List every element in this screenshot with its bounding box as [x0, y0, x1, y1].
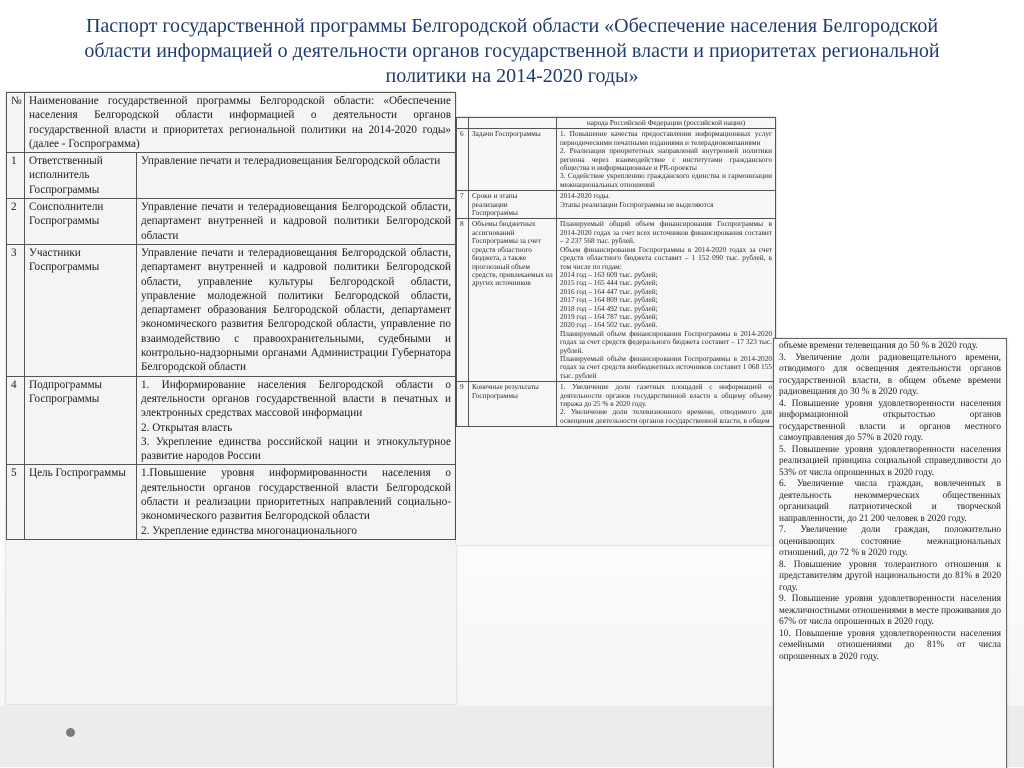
row-value: Управление печати и телерадиовещания Белгородской области, департамент внутренней и кадровой политики Белгородской области — [137, 199, 456, 245]
row-num: 6 — [457, 129, 469, 191]
result-paragraph: 8. Повышение уровня толерантного отношения к представителям другой национальности до 81% в 2020 году. — [779, 559, 1001, 593]
slide-bullet-dot — [66, 728, 75, 737]
row-name: Объемы бюджетных ассигнований Госпрограммы за счет средств областного бюджета, а также прогнозный объем средств, привлекаемых из других источников — [469, 219, 557, 382]
results-text-block — [773, 338, 1007, 768]
row-name: Цель Госпрограммы — [25, 465, 137, 539]
table-row — [7, 153, 456, 199]
row-value: 1.Повышение уровня информированности населения о деятельности органов государственной власти Белгородской области и реализации приоритетных направлений социально-экономического развития Белгородской области 2. Укрепление единства многонационального — [137, 465, 456, 539]
result-paragraph: 4. Повышение уровня удовлетворенности населения информационной открытостью органов государственной власти и органов местного самоуправления до 57% в 2020 году. — [779, 398, 1001, 443]
row-num: 8 — [457, 219, 469, 382]
row-name: Ответственный исполнитель Госпрограммы — [25, 153, 137, 199]
row-num: 9 — [457, 382, 469, 427]
table-row — [457, 191, 776, 219]
row-name: Соисполнители Госпрограммы — [25, 199, 137, 245]
row-num: 1 — [7, 153, 25, 199]
result-paragraph: 9. Повышение уровня удовлетворенности населения межличностными отношениями в месте проживания до 67% от числа опрошенных в 2020 году. — [779, 594, 1001, 627]
row-name: Сроки и этапы реализации Госпрограммы — [469, 191, 557, 219]
scan-page-left — [6, 92, 456, 704]
row-value: Управление печати и телерадиовещания Белгородской области — [137, 153, 456, 199]
table-row — [457, 118, 776, 129]
row-value-continued: народа Российской Федерации (российской нации) — [557, 118, 776, 129]
row-name: Конечные результаты Госпрограммы — [469, 382, 557, 427]
table-header-row — [7, 93, 456, 153]
table-row — [7, 465, 456, 539]
row-num: 3 — [7, 244, 25, 376]
result-paragraph: 5. Повышение уровня удовлетворенности населения реализацией принципа социальной справедливости до 53% от числа опрошенных в 2020 году. — [779, 444, 1001, 478]
row-num: 2 — [7, 199, 25, 245]
row-value: 1. Информирование населения Белгородской области о деятельности органов государственной власти в печатных и электронных средствах массовой информации 2. Открытая власть 3. Укрепление единства российской нации и этнокультурное развитие народов России — [137, 376, 456, 465]
table-row — [457, 219, 776, 382]
row-name: Подпрограммы Госпрограммы — [25, 376, 137, 465]
table-cell-num: № — [7, 93, 25, 153]
row-name: Задачи Госпрограммы — [469, 129, 557, 191]
table-row — [7, 244, 456, 376]
result-paragraph: 7. Увеличение доли граждан, положительно оценивающих состояние межнациональных отношений, до 72 % в 2020 году. — [779, 525, 1001, 558]
table-row — [457, 382, 776, 427]
table-cell-program-name: Наименование государственной программы Белгородской области: «Обеспечение населения Белгородской области информацией о деятельности органов государственной власти и приоритетах региональной политики на 2014-2020 годы» (далее - Госпрограмма) — [25, 93, 456, 153]
passport-table-left — [6, 92, 456, 540]
result-paragraph: объеме времени телевещания до 50 % в 2020 году. — [779, 341, 978, 351]
result-paragraph: 6. Увеличение числа граждан, вовлеченных в деятельность некоммерческих общественных организаций патриотической и творческой направленности, до 21 200 человек в 2020 году. — [779, 479, 1001, 524]
result-paragraph: 3. Увеличение доли радиовещательного времени, отводимого для освещения деятельности органов государственной власти, в общем объеме времени радиовещания до 30 % в 2020 году. — [779, 352, 1001, 397]
result-paragraph: 10. Повышение уровня удовлетворенности населения семейными отношениями до 81% от числа опрошенных в 2020 году. — [779, 628, 1001, 662]
row-num: 4 — [7, 376, 25, 465]
table-row — [457, 129, 776, 191]
row-value: 1. Повышение качества предоставления информационных услуг периодическими печатными изданиями и телерадиокомпаниями 2. Реализация приоритетных направлений внутренней политики региона через взаимодействие с институтами гражданского общества и информационные и PR-проекты 3. Содействие укреплению гражданского единства и гармонизации межнациональных отношений — [557, 129, 776, 191]
scan-page-right — [773, 338, 1007, 768]
row-value: Управление печати и телерадиовещания Белгородской области, департамент внутренней и кадровой политики Белгородской области, управление культуры Белгородской области, управление молодежной политики Белгородской области, департамент образования Белгородской области, департамент экономического развития Белгородской области, управление по взаимодействию с правоохранительными, судебными и контрольно-надзорными органами Администрации Губернатора Белгородской области — [137, 244, 456, 376]
row-name: Участники Госпрограммы — [25, 244, 137, 376]
passport-table-middle — [456, 117, 776, 427]
table-row — [7, 376, 456, 465]
row-value: 1. Увеличение доли газетных площадей с информацией о деятельности органов государственной власти к общему объему тиража до 25 % в 2020 году. 2. Увеличение доли телевизионного времени, отводимого для освещения деятельности органов государственной власти, в общем — [557, 382, 776, 427]
row-num: 5 — [7, 465, 25, 539]
row-num: 7 — [457, 191, 469, 219]
row-value: 2014-2020 годы. Этапы реализации Госпрограммы не выделяются — [557, 191, 776, 219]
table-row — [7, 199, 456, 245]
scan-page-middle — [456, 117, 776, 545]
row-value: Планируемый общий объем финансирования Госпрограммы в 2014-2020 годах за счет всех источников финансирования составит – 2 237 568 тыс. рублей. Объем финансирования Госпрограммы в 2014-2020 годах за счет средств областного бюджета составит – 1 152 090 тыс. рублей, в том числе по годам: 2014 год – 163 609 тыс. рублей; 2015 год – 165 444 тыс. рублей; 2016 год – 164 447 тыс. рублей; 2017 год – 164 809 тыс. рублей; 2018 год – 164 492 тыс. рублей; 2019 год – 164 787 тыс. рублей; 2020 год – 164 502 тыс. рублей. Планируемый объем финансирования Госпрограммы в 2014-2020 годах за счет средств федерального бюджета составит – 17 323 тыс. рублей. Планируемый объём финансирования Госпрограммы в 2014-2020 годах за счет средств внебюджетных источников составит 1 068 155 тыс. рублей — [557, 219, 776, 382]
slide-title: Паспорт государственной программы Белгородской области «Обеспечение населения Белгородской области информацией о деятельности органов государственной власти и приоритетах региональной политики на 2014-2020 годы» — [84, 15, 940, 87]
